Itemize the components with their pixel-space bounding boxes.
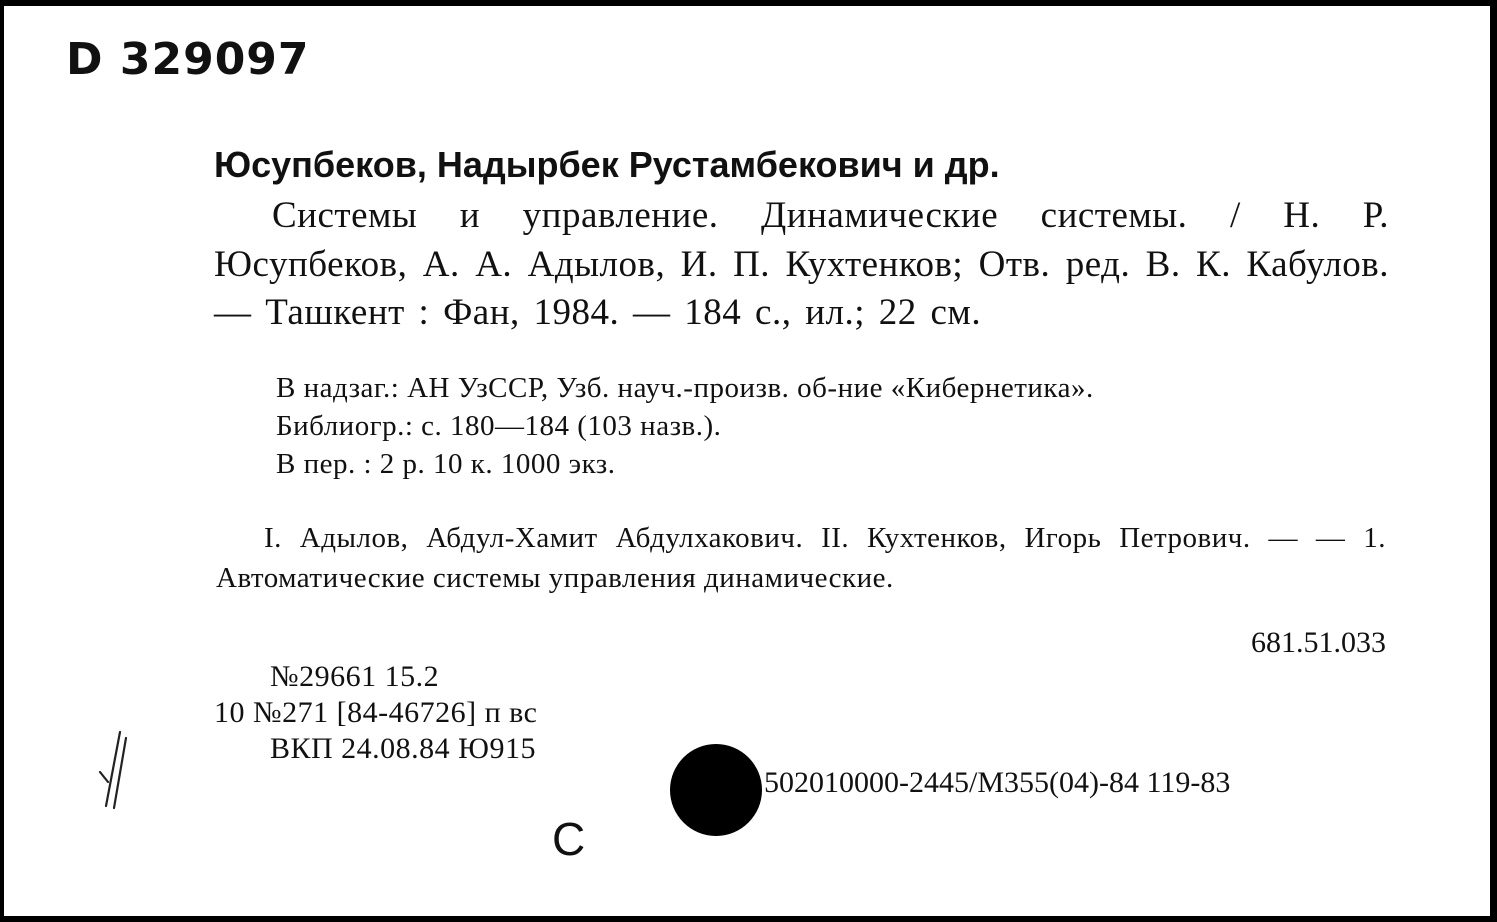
note-line: В пер. : 2 р. 10 к. 1000 экз. [276,448,616,480]
bottom-line: ВКП 24.08.84 Ю915 [270,732,537,765]
bibliographic-description: Системы и управление. Динамические системы. / Н. Р. Юсупбеков, А. А. Адылов, И. П. Кухтенков; Отв. ред. В. К. Кабулов. — Ташкент : Фан, 1984. — 184 с., ил.; 22 см. [214,195,1389,333]
bottom-line: 10 №271 [84-46726] п вс [214,696,538,729]
inventory-number: D 329097 [66,34,310,85]
bottom-line: №29661 15.2 [270,660,440,693]
note-line: Библиогр.: с. 180—184 (103 назв.). [276,410,722,442]
handwritten-letter: С [552,813,586,865]
tracings: I. Адылов, Абдул-Хамит Абдулхакович. II. Кухтенков, Игорь Петрович. — — 1. Автоматические системы управления динамические. [216,522,1386,594]
catalog-card [4,6,1490,916]
punch-hole-icon [670,744,762,836]
pencil-mark-icon [90,728,140,812]
udc-index: 681.51.033 [1251,626,1386,659]
classification-code: 502010000-2445/М355(04)-84 119-83 [764,766,1231,799]
note-line: В надзаг.: АН УзССР, Узб. науч.-произв. об-ние «Кибернетика». [276,372,1094,404]
author-heading: Юсупбеков, Надырбек Рустамбекович и др. [214,144,1000,185]
